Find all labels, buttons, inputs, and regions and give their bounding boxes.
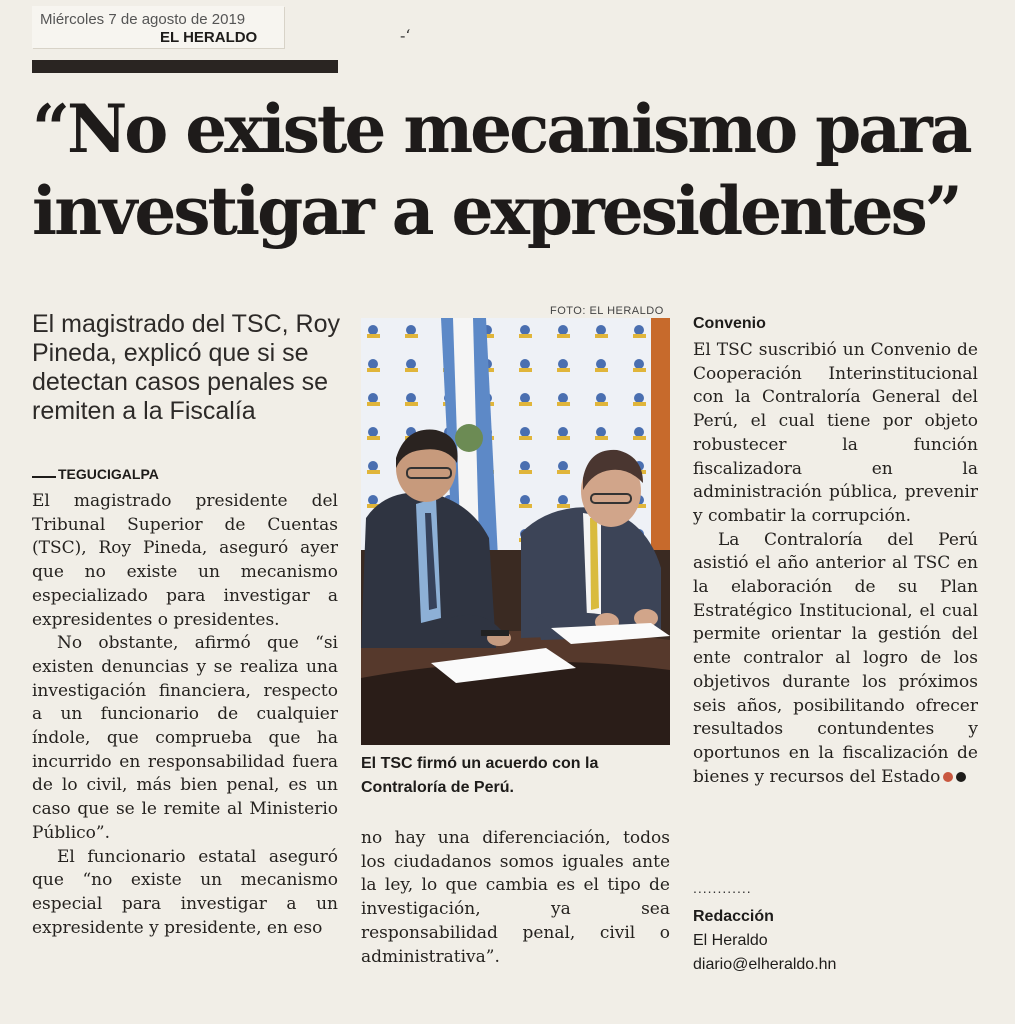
article-column-1	[32, 490, 338, 940]
article-column-3	[693, 339, 978, 789]
signature-separator: ............	[693, 880, 752, 896]
section-subhead: Convenio	[693, 315, 766, 332]
subheadline: El magistrado del TSC, Roy Pineda, explicó que si se detectan casos penales se remiten a la Fiscalía	[32, 310, 340, 425]
publication-date: Miércoles 7 de agosto de 2019	[40, 11, 246, 28]
byline-author: Redacción	[693, 908, 774, 925]
news-photo	[361, 318, 670, 745]
byline-email: diario@elheraldo.hn	[693, 956, 837, 973]
paragraph-3: El funcionario estatal aseguró que “no existe un mecanismo especial para investigar a un expresidente y presidente, en eso	[32, 846, 338, 938]
paragraph-6	[693, 529, 978, 790]
dateline-rule	[32, 476, 56, 478]
end-mark-red	[943, 772, 953, 782]
paragraph-5: El TSC suscribió un Convenio de Cooperación Interinstitucional con la Contraloría General del Perú, el cual tiene por objeto robustecer la función fiscalizadora en la administración pública, prevenir y combatir la corrupción.	[693, 340, 978, 526]
headline: “No existe mecanismo para investigar a expresidentes”	[32, 90, 970, 250]
pen-mark: -‘	[400, 26, 411, 45]
paragraph-6-text: La Contraloría del Perú asistió el año anterior al TSC en la elaboración de su Plan Estratégico Institucional, el cual permite orientar la gestión del ente contralor al logro de los objetivos durante los próximos seis años, posibilitando ofrecer resultados contundentes y oportunos en la fiscalización de bienes y recursos del Estado	[693, 529, 978, 787]
article-column-2	[361, 827, 670, 969]
newspaper-name: EL HERALDO	[160, 29, 258, 46]
dateline	[32, 466, 159, 482]
end-mark-dark	[956, 772, 966, 782]
byline	[693, 905, 836, 977]
dateline-city: TEGUCIGALPA	[58, 466, 159, 482]
photo-caption: El TSC firmó un acuerdo con la Contraloría de Perú.	[361, 755, 599, 796]
paragraph-1: El magistrado presidente del Tribunal Superior de Cuentas (TSC), Roy Pineda, aseguró ayer que no existe un mecanismo especializado para investigar a expresidentes o presidentes.	[32, 491, 338, 630]
paragraph-2: No obstante, afirmó que “si existen denuncias y se realiza una investigación financiera, respecto a un funcionario de cualquier índole, que comprueba que ha incurrido en responsabilidad fuera de lo civil, más bien penal, es un caso que se le remite al Ministerio Público”.	[32, 633, 338, 843]
paragraph-4: no hay una diferenciación, todos los ciudadanos somos iguales ante la ley, lo que cambia es el tipo de investigación, ya sea responsabilidad penal, civil o administrativa”.	[361, 828, 670, 967]
section-rule	[32, 60, 338, 73]
signing-ceremony-image	[361, 318, 670, 745]
byline-outlet: El Heraldo	[693, 932, 768, 949]
photo-credit: FOTO: EL HERALDO	[550, 305, 664, 317]
